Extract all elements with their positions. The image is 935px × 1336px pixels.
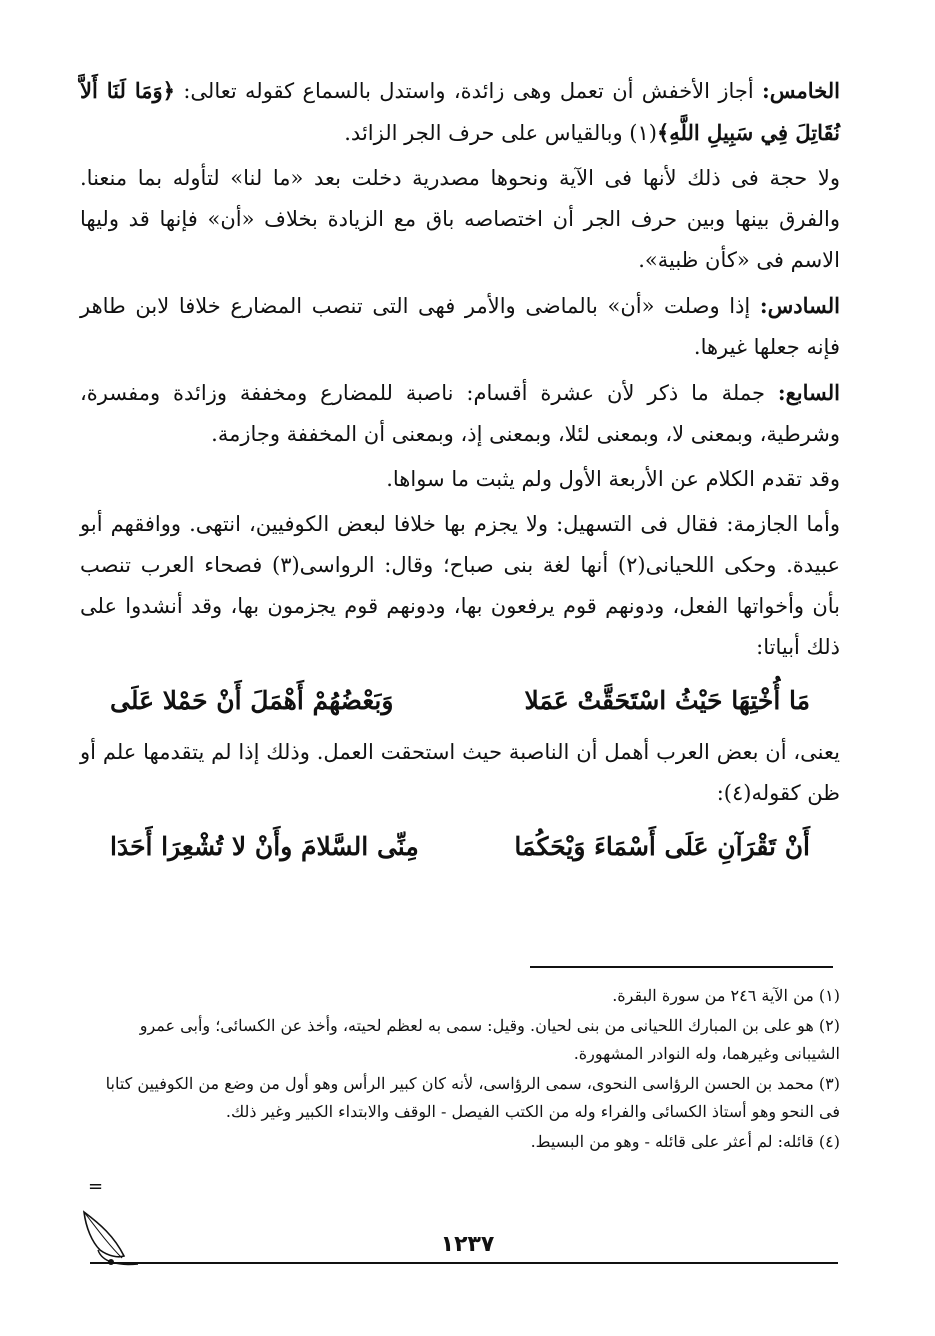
paragraph-sixth xyxy=(80,285,840,368)
footnote: (٣) محمد بن الحسن الرؤاسى النحوى، سمى الرؤاسى، لأنه كان كبير الرأس وهو أول من وضع من الكوفيين كتابا فى النحو وهو أستاذ الكسائى والفراء وله من الكتب الفيصل - الوقف والابتداء الكبير وغير ذلك. xyxy=(105,1074,840,1121)
paragraph-text: وأما الجازمة: فقال فى التسهيل: ولا يجزم بها خلافا لبعض الكوفيين، انتهى. ووافقهم أبو عبيدة. وحكى اللحيانى(٢) أنها لغة بنى صباح؛ وقال: الرواسى(٣) فصحاء العرب تنصب بأن وأخواتها الفعل، ودونهم قوم يرفعون بها، ودونهم قوم يجزمون بها، وقد أنشدوا على ذلك أبياتا: xyxy=(80,512,840,659)
paragraph-text: ولا حجة فى ذلك لأنها فى الآية ونحوها مصدرية دخلت بعد «ما لنا» لتأوله بما منعنا. والفرق بينها وبين حرف الجر أن اختصاصه باق مع الزيادة بخلاف «أن» فإنها قد وليها الاسم فى «كأن ظبية». xyxy=(80,166,840,272)
paragraph-text: يعنى، أن بعض العرب أهمل أن الناصبة حيث استحقت العمل. وذلك إذا لم يتقدمها علم أو ظن كقوله(٤): xyxy=(80,740,840,805)
paragraph-explanation xyxy=(80,732,840,814)
verse-second-hemistich: مِنِّى السَّلامَ وأَنْ لا تُشْعِرَا أَحَدَا xyxy=(110,831,419,861)
paragraph-text: جملة ما ذكر لأن عشرة أقسام: ناصبة للمضارع ومخففة وزائدة ومفسرة، وشرطية، وبمعنى لا، وبمعنى لئلا، وبمعنى إذ، وبمعنى أن المخففة وجازمة. xyxy=(80,381,840,446)
paragraph-tail: (١) وبالقياس على حرف الجر الزائد. xyxy=(344,121,657,145)
footnote: (١) من الآية ٢٤٦ من سورة البقرة. xyxy=(612,986,840,1005)
footnote: (٢) هو على بن المبارك اللحيانى من بنى لحيان. وقيل: سمى به لعظم لحيته، وأخذ عن الكسائى؛ وأبى عمرو الشيبانى وغيرهما، وله النوادر المشهورة. xyxy=(139,1016,840,1063)
poetry-verse-1 xyxy=(110,672,810,728)
bottom-rule xyxy=(90,1262,838,1264)
paragraph-text: أجاز الأخفش أن تعمل وهى زائدة، واستدل بالسماع كقوله تعالى: xyxy=(175,79,763,103)
paragraph-seventh xyxy=(80,372,840,455)
verse-first-hemistich: مَا أُخْتِهَا حَيْثُ اسْتَحَقَّتْ عَمَلا xyxy=(524,685,810,715)
poetry-verse-2 xyxy=(110,818,810,874)
section-label: السابع: xyxy=(777,380,840,405)
continuation-mark: = xyxy=(88,1176,104,1197)
verse-first-hemistich: أَنْ تَقْرَآنِ عَلَى أَسْمَاءَ وَيْحَكُمَا xyxy=(514,831,810,861)
footnote-separator xyxy=(530,966,833,968)
paragraph-argument xyxy=(80,158,840,281)
section-label: الخامس: xyxy=(762,78,840,103)
section-label: السادس: xyxy=(759,293,840,318)
paragraph-jazima xyxy=(80,504,840,668)
main-text xyxy=(80,70,840,878)
paragraph-text: وقد تقدم الكلام عن الأربعة الأول ولم يثبت ما سواها. xyxy=(386,467,840,491)
footnotes xyxy=(80,982,840,1158)
quran-quote: ﴿وَمَا لَنَا أَلاَّ نُقَاتِلَ فِي سَبِيلِ اللَّهِ﴾ xyxy=(80,78,840,145)
paragraph-text: إذا وصلت «أن» بالماضى والأمر فهى التى تنصب المضارع خلافا لابن طاهر فإنه جعلها غيرها. xyxy=(80,294,840,359)
page-number: ١٢٣٧ xyxy=(440,1232,495,1257)
footnote: (٤) قائله: لم أعثر على قائله - وهو من البسيط. xyxy=(530,1132,840,1151)
paragraph-previous xyxy=(80,459,840,500)
paragraph-fifth xyxy=(80,70,840,154)
verse-second-hemistich: وَبَعْضُهُمْ أَهْمَلَ أَنْ حَمْلا عَلَى xyxy=(110,685,394,715)
